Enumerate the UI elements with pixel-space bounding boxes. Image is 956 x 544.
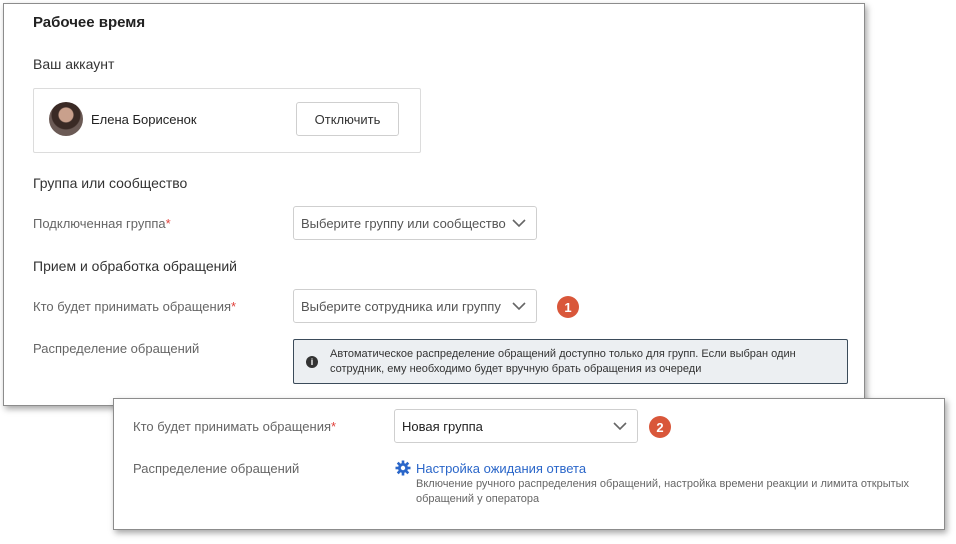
chevron-down-icon: [512, 302, 526, 311]
group-select-placeholder: Выберите группу или сообщество: [301, 215, 506, 231]
receiver-select[interactable]: [394, 409, 638, 443]
connected-group-label: Подключенная группа*: [33, 216, 171, 231]
gear-icon: [395, 460, 411, 476]
requests-section-title: Прием и обработка обращений: [33, 258, 237, 274]
distribution-label: Распределение обращений: [133, 461, 300, 476]
working-time-panel: [3, 3, 865, 406]
settings-hint: Включение ручного распределения обращений, настройка времени реакции и лимита открытых обращений у оператора: [416, 478, 910, 505]
receiver-select[interactable]: [293, 289, 537, 323]
distribution-label: Распределение обращений: [33, 341, 200, 356]
account-section-title: Ваш аккаунт: [33, 56, 115, 72]
group-select[interactable]: [293, 206, 537, 240]
required-mark: *: [331, 419, 337, 434]
receiver-select-placeholder: Выберите сотрудника или группу: [301, 298, 501, 314]
chevron-down-icon: [512, 219, 526, 228]
disconnect-button[interactable]: Отключить: [296, 102, 399, 136]
page-title: Рабочее время: [33, 14, 146, 31]
account-name: Елена Борисенок: [91, 112, 197, 127]
chevron-down-icon: [613, 422, 627, 431]
response-wait-settings-link[interactable]: Настройка ожидания ответа: [416, 461, 587, 476]
receiver-select-value: Новая группа: [402, 418, 483, 434]
step-badge-2: 2: [649, 416, 671, 438]
info-notice: [293, 339, 848, 384]
receiver-label: Кто будет принимать обращения*: [33, 299, 237, 314]
info-text: Автоматическое распределение обращений доступно только для групп. Если выбран один сотрудник, ему необходимо будет вручную брать обращения из очереди: [330, 348, 796, 375]
info-icon: i: [306, 356, 318, 368]
receiver-settings-panel: [113, 398, 945, 530]
required-mark: *: [231, 299, 237, 314]
step-badge-1: 1: [557, 296, 579, 318]
required-mark: *: [165, 216, 171, 231]
group-section-title: Группа или сообщество: [33, 175, 188, 191]
account-card: [33, 88, 421, 153]
receiver-label: Кто будет принимать обращения*: [133, 419, 337, 434]
avatar: [49, 102, 83, 136]
